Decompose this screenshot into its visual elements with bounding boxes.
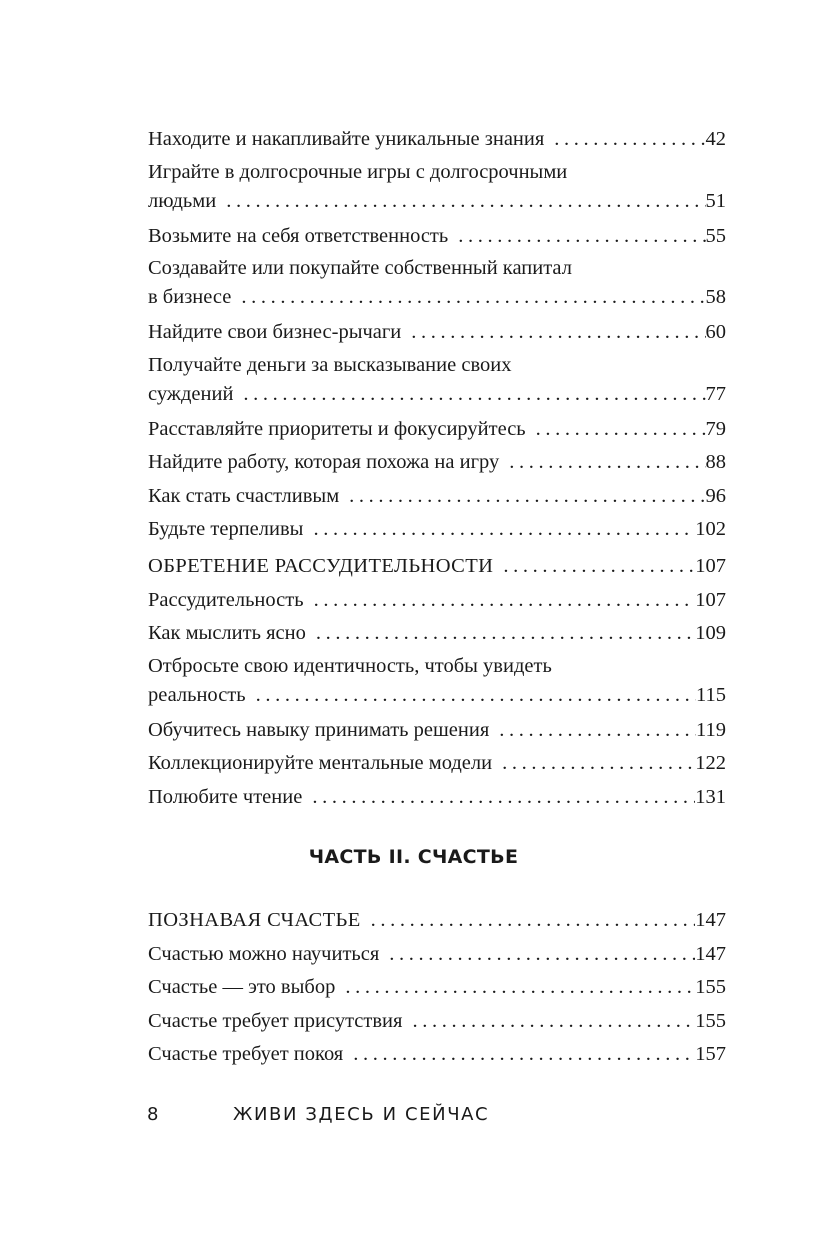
dot-leader [302,781,695,815]
toc-section-page: 147 [695,909,726,931]
toc-entry-title: Будьте терпеливы [148,518,304,540]
toc-entry-title: Найдите работу, которая похожа на игру [148,451,500,473]
toc-entry-title: Счастье требует присутствия [148,1009,403,1032]
toc-entry-page: 147 [695,942,726,965]
toc-entry-two-line [148,651,726,714]
toc-entry [148,714,726,748]
toc-entry-page: 58 [705,286,726,308]
toc-entry-title: Рассудительность [148,588,304,611]
toc-entry-title: Счастье — это выбор [148,976,336,998]
dot-leader [544,123,705,157]
dot-leader [492,747,695,781]
dot-leader [306,617,695,651]
toc-entry-title: реальность [148,683,246,706]
toc-entry-page: 109 [695,622,726,644]
toc-entry [148,747,726,781]
toc-entry-title: Как мыслить ясно [148,622,306,644]
dot-leader [231,283,705,311]
toc-section-page: 107 [695,555,726,577]
toc-entry [148,220,726,254]
toc-entry-page: 96 [705,484,726,507]
dot-leader [339,480,705,514]
footer-page-number: 8 [147,1104,161,1125]
dot-leader [233,380,705,408]
toc-entry-page: 107 [695,588,726,611]
toc-entry [148,480,726,514]
toc-entry [148,584,726,618]
toc-entry-page: 51 [705,189,726,212]
toc-section-title: ПОЗНАВАЯ СЧАСТЬЕ [148,909,361,931]
toc-entry-two-line [148,350,726,413]
toc-entry-page: 42 [705,128,726,150]
toc-entry-title-line1: Создавайте или покупайте собственный капитал [148,257,572,279]
toc-entry-page: 157 [695,1043,726,1065]
dot-leader [493,550,695,584]
dot-leader [304,584,696,618]
toc-block-judgment [148,550,726,814]
dot-leader [216,187,705,215]
toc-entry-title: Найдите свои бизнес-рычаги [148,321,402,343]
dot-leader [448,220,705,254]
toc-entry-title: Счастье требует покоя [148,1043,344,1065]
toc-entry-page: 131 [695,785,726,808]
toc-entry-title: Обучитесь навыку принимать решения [148,718,490,741]
toc-entry [148,413,726,447]
toc-entry [148,1005,726,1039]
toc-entry-page: 77 [705,382,726,405]
dot-leader [246,681,696,709]
dot-leader [303,513,695,547]
page-footer [147,1104,489,1125]
toc-entry-page: 55 [705,224,726,247]
toc-entry-title: Расставляйте приоритеты и фокусируйтесь [148,417,526,440]
toc-entry-page: 88 [705,451,726,473]
toc-section-heading [148,550,726,584]
dot-leader [379,938,695,972]
toc-entry [148,617,726,651]
toc-entry-title: Полюбите чтение [148,785,303,808]
toc-entry-title: Находите и накапливайте уникальные знания [148,128,545,150]
toc-entry [148,316,726,350]
toc-entry-title: суждений [148,382,234,405]
dot-leader [402,1005,695,1039]
footer-running-title: ЖИВИ ЗДЕСЬ И СЕЙЧАС [233,1104,490,1125]
toc-entry-page: 102 [695,518,726,540]
toc-section-title: ОБРЕТЕНИЕ РАССУДИТЕЛЬНОСТИ [148,555,494,577]
toc-entry-title-line1: Получайте деньги за высказывание своих [148,353,512,376]
dot-leader [335,971,695,1005]
toc-entry-title: людьми [148,189,217,212]
toc-entry-title: Как стать счастливым [148,484,340,507]
toc-entry [148,938,726,972]
toc-entry-two-line [148,157,726,220]
part-heading: ЧАСТЬ II. СЧАСТЬЕ [308,846,519,868]
dot-leader [526,413,706,447]
dot-leader [401,316,705,350]
dot-leader [489,714,696,748]
toc-entry-page: 115 [696,683,726,706]
toc-entry-page: 79 [705,417,726,440]
toc-entry [148,513,726,547]
toc-entry-title-line1: Играйте в долгосрочные игры с долгосрочными [148,160,568,183]
toc-entry-page: 155 [695,976,726,998]
toc-entry [148,446,726,480]
toc-entry-page: 60 [705,321,726,343]
dot-leader [343,1038,695,1072]
toc-entry-title-line1: Отбросьте свою идентичность, чтобы увидеть [148,654,552,677]
toc-entry [148,971,726,1005]
toc-entry [148,123,726,157]
dot-leader [499,446,705,480]
toc-entry-title: Счастью можно научиться [148,942,380,965]
dot-leader [361,904,696,938]
toc-entry-title: Коллекционируйте ментальные модели [148,752,493,774]
toc-block-part1 [148,123,726,547]
toc-block-happiness [148,904,726,1072]
toc-entry-page: 119 [696,718,726,741]
toc-entry-title: в бизнесе [148,286,232,308]
toc-entry [148,781,726,815]
toc-section-heading [148,904,726,938]
toc-entry-title: Возьмите на себя ответственность [148,224,449,247]
toc-entry-two-line [148,253,726,316]
toc-entry-page: 122 [695,752,726,774]
toc-entry-page: 155 [695,1009,726,1032]
toc-entry [148,1038,726,1072]
